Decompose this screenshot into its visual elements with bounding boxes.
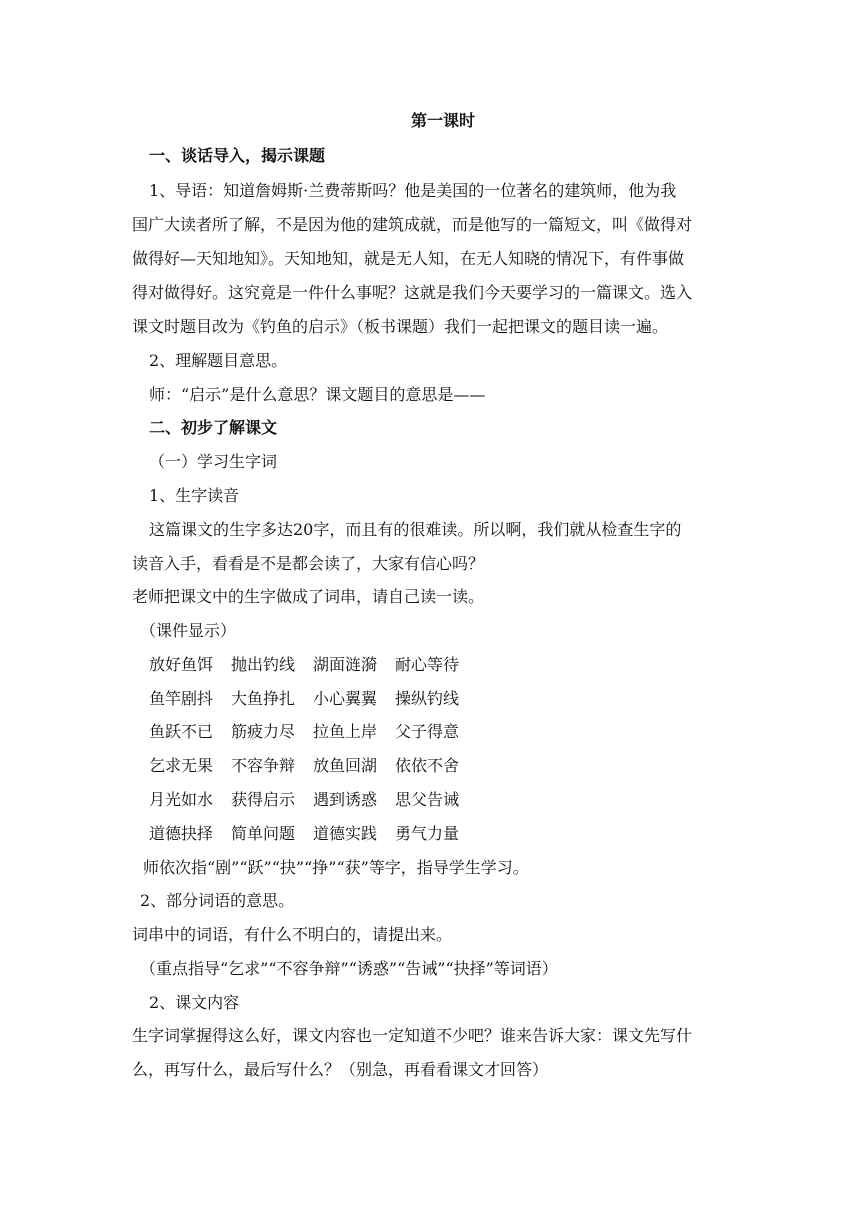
paragraph-line: 得对做得好。这究竟是一件什么事呢？这就是我们今天要学习的一篇课文。选入	[132, 283, 693, 302]
word-row	[149, 722, 477, 742]
word-item: 父子得意	[395, 722, 460, 741]
word-item: 鱼竿剧抖	[149, 689, 214, 708]
paragraph-line: 这篇课文的生字多达20字，而且有的很难读。所以啊，我们就从检查生字的	[149, 520, 682, 539]
paragraph-line: 师：“启示”是什么意思？课文题目的意思是——	[149, 385, 486, 404]
paragraph-line: 1、生字读音	[149, 486, 240, 505]
word-item: 湖面涟漪	[313, 655, 378, 674]
word-row	[149, 790, 477, 810]
word-item: 拉鱼上岸	[313, 722, 378, 741]
paragraph-line: 做得好—天知地知》。天知地知，就是无人知，在无人知晓的情况下，有件事做	[132, 249, 685, 268]
paragraph-line: （重点指导“乞求”“不容争辩”“诱惑”“告诫”“抉择”等词语）	[140, 959, 558, 978]
paragraph-line: 2、理解题目意思。	[149, 351, 288, 370]
word-item: 筋疲力尽	[231, 722, 296, 741]
section-heading-intro: 一、谈话导入，揭示课题	[149, 146, 326, 165]
paragraph-line: 么，再写什么，最后写什么？（别急，再看看课文才回答）	[132, 1060, 549, 1079]
word-item: 鱼跃不已	[149, 722, 214, 741]
word-item: 抛出钓线	[231, 655, 296, 674]
word-item: 操纵钓线	[395, 689, 460, 708]
paragraph-line: 课文时题目改为《钓鱼的启示》（板书课题）我们一起把课文的题目读一遍。	[132, 317, 669, 336]
paragraph-line: 1、导语：知道詹姆斯·兰费蒂斯吗？他是美国的一位著名的建筑师，他为我	[149, 181, 677, 200]
word-item: 获得启示	[231, 790, 296, 809]
paragraph-line: 师依次指“剧”“跃”“抉”“挣”“获”等字，指导学生学习。	[143, 858, 529, 877]
word-item: 思父告诫	[395, 790, 460, 809]
subsection-heading: （一）学习生字词	[149, 452, 278, 471]
word-item: 道德抉择	[149, 824, 214, 843]
word-item: 小心翼翼	[313, 689, 378, 708]
word-item: 勇气力量	[395, 824, 460, 843]
word-item: 乞求无果	[149, 756, 214, 775]
paragraph-line: 词串中的词语，有什么不明白的，请提出来。	[132, 925, 453, 944]
word-row	[149, 655, 477, 675]
paragraph-line: 老师把课文中的生字做成了词串，请自己读一读。	[132, 587, 485, 606]
word-row	[149, 824, 477, 844]
paragraph-line: 2、部分词语的意思。	[140, 891, 295, 910]
paragraph-line: 国广大读者所了解，不是因为他的建筑成就，而是他写的一篇短文，叫《做得对	[132, 215, 693, 234]
paragraph-line: （课件显示）	[140, 621, 237, 640]
word-row	[149, 756, 477, 776]
word-item: 简单问题	[231, 824, 296, 843]
paragraph-line: 2、课文内容	[149, 993, 240, 1012]
word-item: 放好鱼饵	[149, 655, 214, 674]
paragraph-line: 生字词掌握得这么好，课文内容也一定知道不少吧？谁来告诉大家：课文先写什	[132, 1026, 693, 1045]
word-item: 遇到诱惑	[313, 790, 378, 809]
section-heading-text: 二、初步了解课文	[149, 418, 278, 437]
word-item: 道德实践	[313, 824, 378, 843]
word-item: 耐心等待	[395, 655, 460, 674]
word-item: 依依不舍	[395, 756, 460, 775]
word-row	[149, 689, 477, 709]
word-item: 不容争辩	[231, 756, 296, 775]
word-item: 月光如水	[149, 790, 214, 809]
word-item: 放鱼回湖	[313, 756, 378, 775]
word-item: 大鱼挣扎	[231, 689, 296, 708]
lesson-title: 第一课时	[411, 111, 476, 130]
paragraph-line: 读音入手，看看是不是都会读了，大家有信心吗？	[132, 554, 485, 573]
